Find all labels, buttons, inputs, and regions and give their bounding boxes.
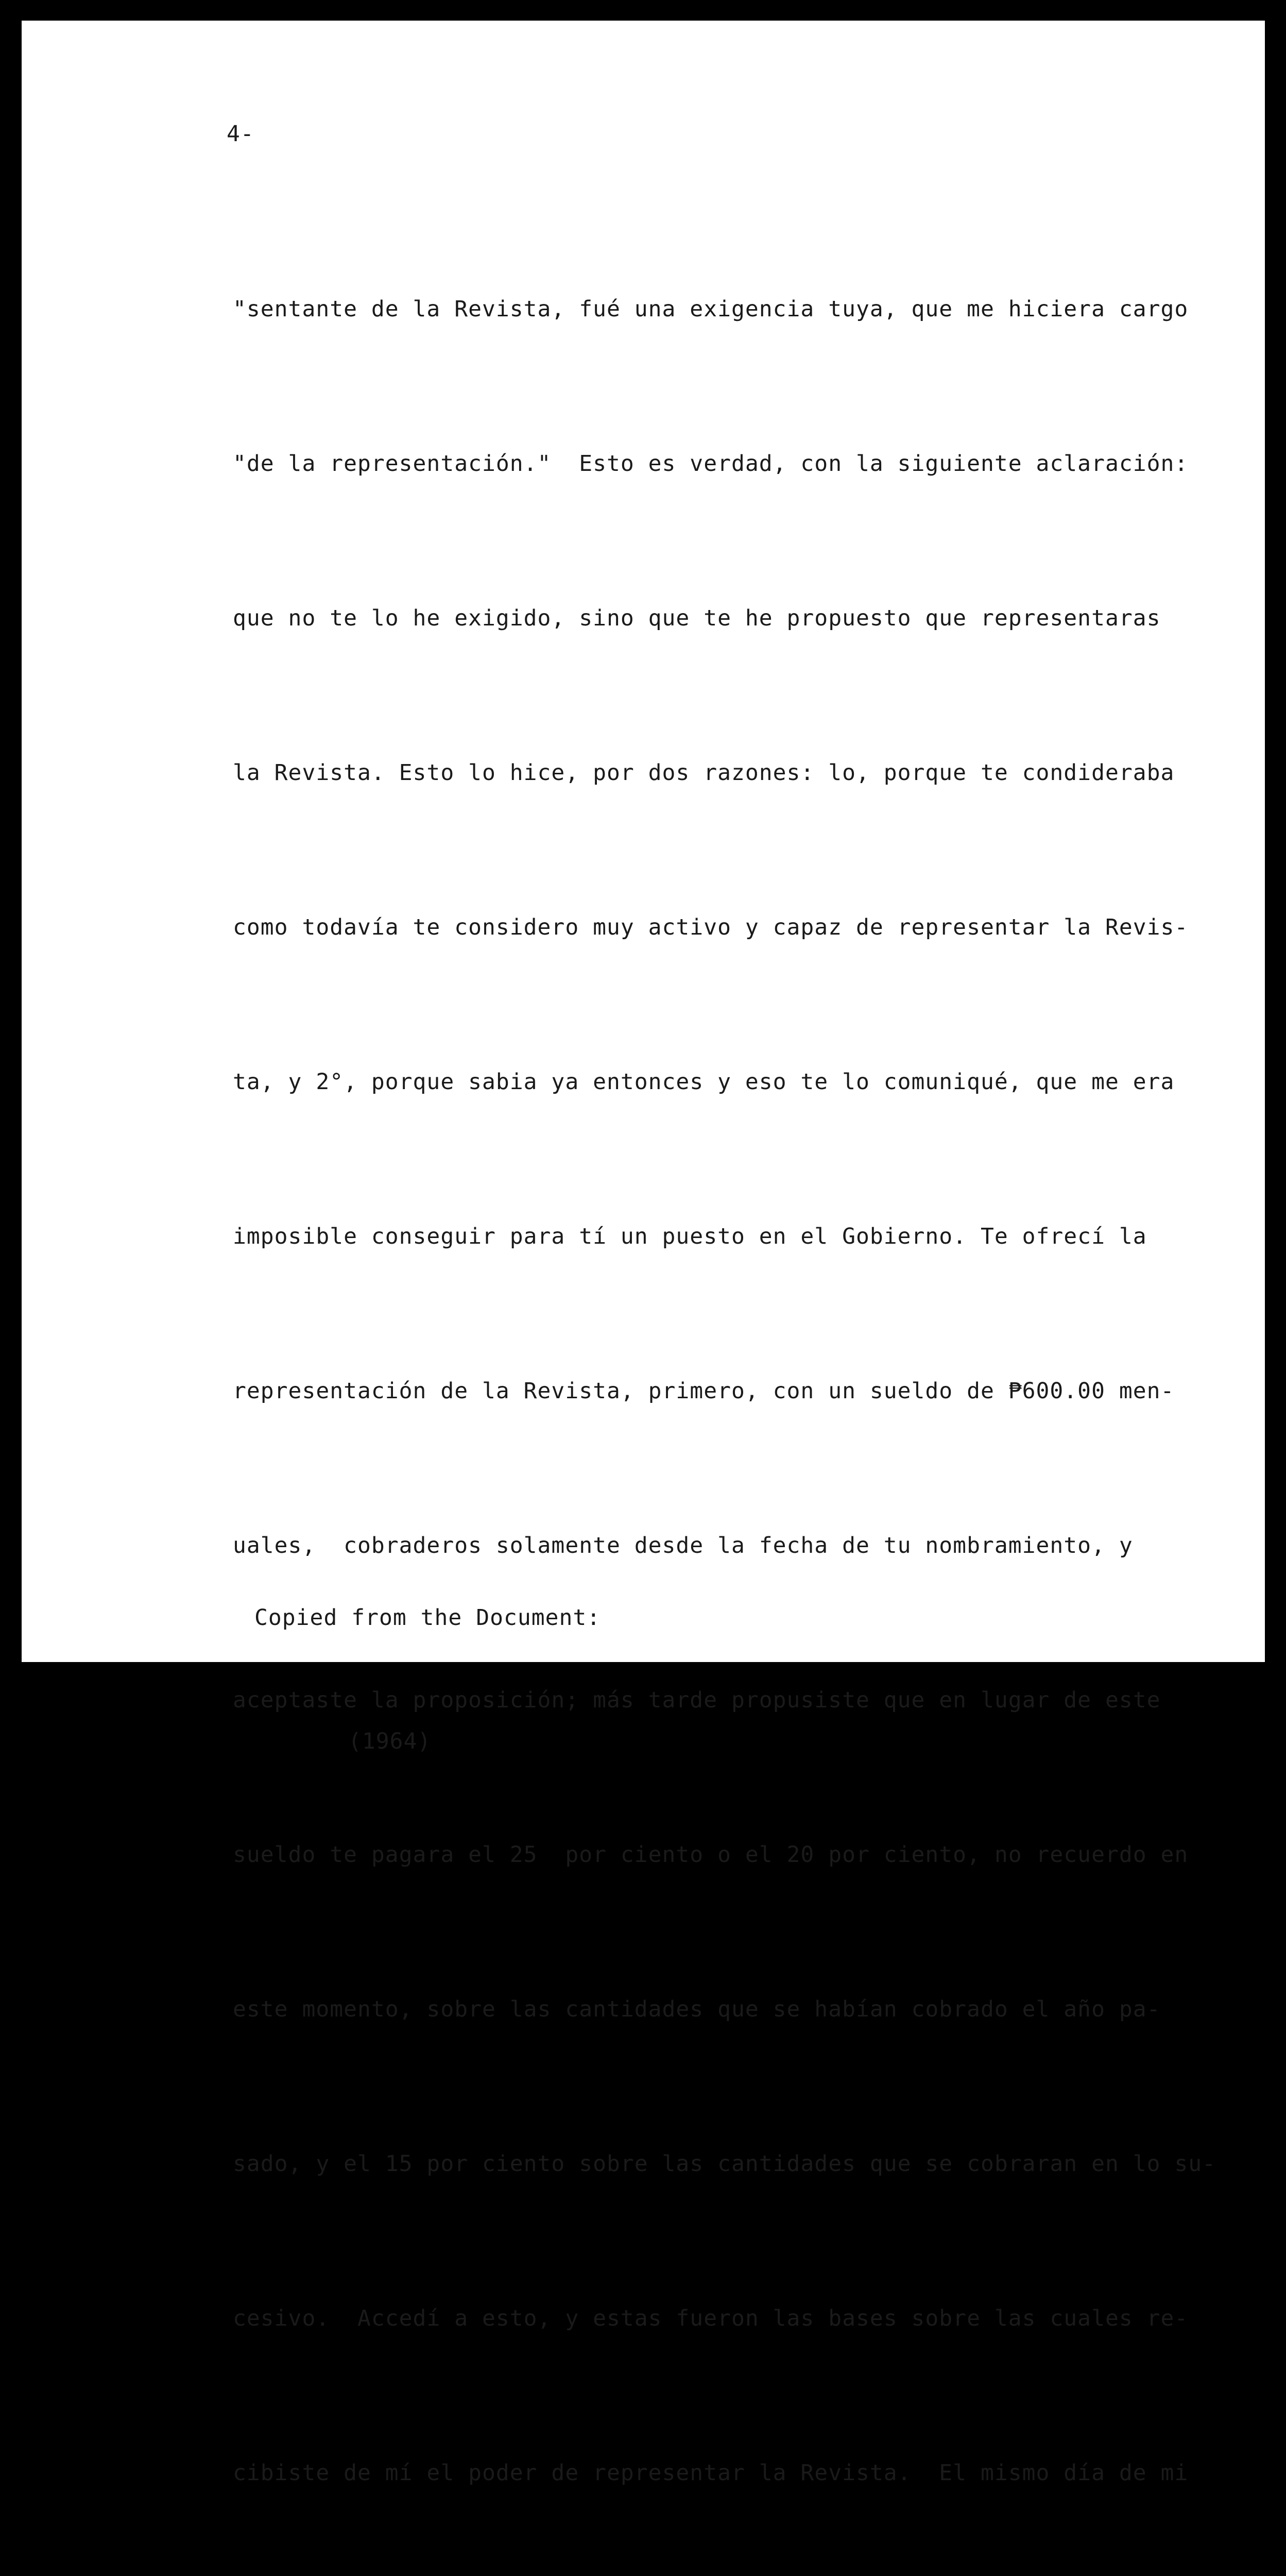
page-number: 4- — [227, 121, 254, 147]
body-line: ta, y 2°, porque sabia ya entonces y eso te lo comuniqué, que me era — [233, 1069, 1175, 1095]
body-line: este momento, sobre las cantidades que se habían cobrado el año pa- — [233, 1996, 1161, 2022]
letter-body — [233, 180, 1216, 2576]
body-line: representación de la Revista, primero, con un sueldo de ₱600.00 men- — [233, 1378, 1175, 1404]
body-line: sado, y el 15 por ciento sobre las cantidades que se cobraran en lo su- — [233, 2151, 1216, 2177]
body-line: imposible conseguir para tí un puesto en el Gobierno. Te ofrecí la — [233, 1224, 1147, 1249]
body-line: uales, cobraderos solamente desde la fecha de tu nombramiento, y — [233, 1533, 1133, 1558]
body-line: aceptaste la proposición; más tarde propusiste que en lugar de este — [233, 1687, 1161, 1713]
body-line: sueldo te pagara el 25 por ciento o el 20 por ciento, no recuerdo en — [233, 1842, 1189, 1868]
copied-from-note: Copied from the Document: — [254, 1605, 601, 1631]
body-line: la Revista. Esto lo hice, por dos razones: lo, porque te condideraba — [233, 760, 1175, 786]
body-line: como todavía te considero muy activo y capaz de representar la Revis- — [233, 914, 1189, 940]
copy-footer — [254, 1515, 601, 1803]
copy-year: (1964) — [348, 1728, 432, 1754]
body-line: que no te lo he exigido, sino que te he propuesto que representaras — [233, 605, 1161, 631]
body-line: cibiste de mí el poder de representar la Revista. El mismo día de mi — [233, 2460, 1189, 2486]
body-line: cesivo. Accedí a esto, y estas fueron las bases sobre las cuales re- — [233, 2306, 1189, 2331]
body-line: "de la representación." Esto es verdad, con la siguiente aclaración: — [233, 451, 1189, 477]
body-line: "sentante de la Revista, fué una exigencia tuya, que me hiciera cargo — [233, 296, 1189, 322]
